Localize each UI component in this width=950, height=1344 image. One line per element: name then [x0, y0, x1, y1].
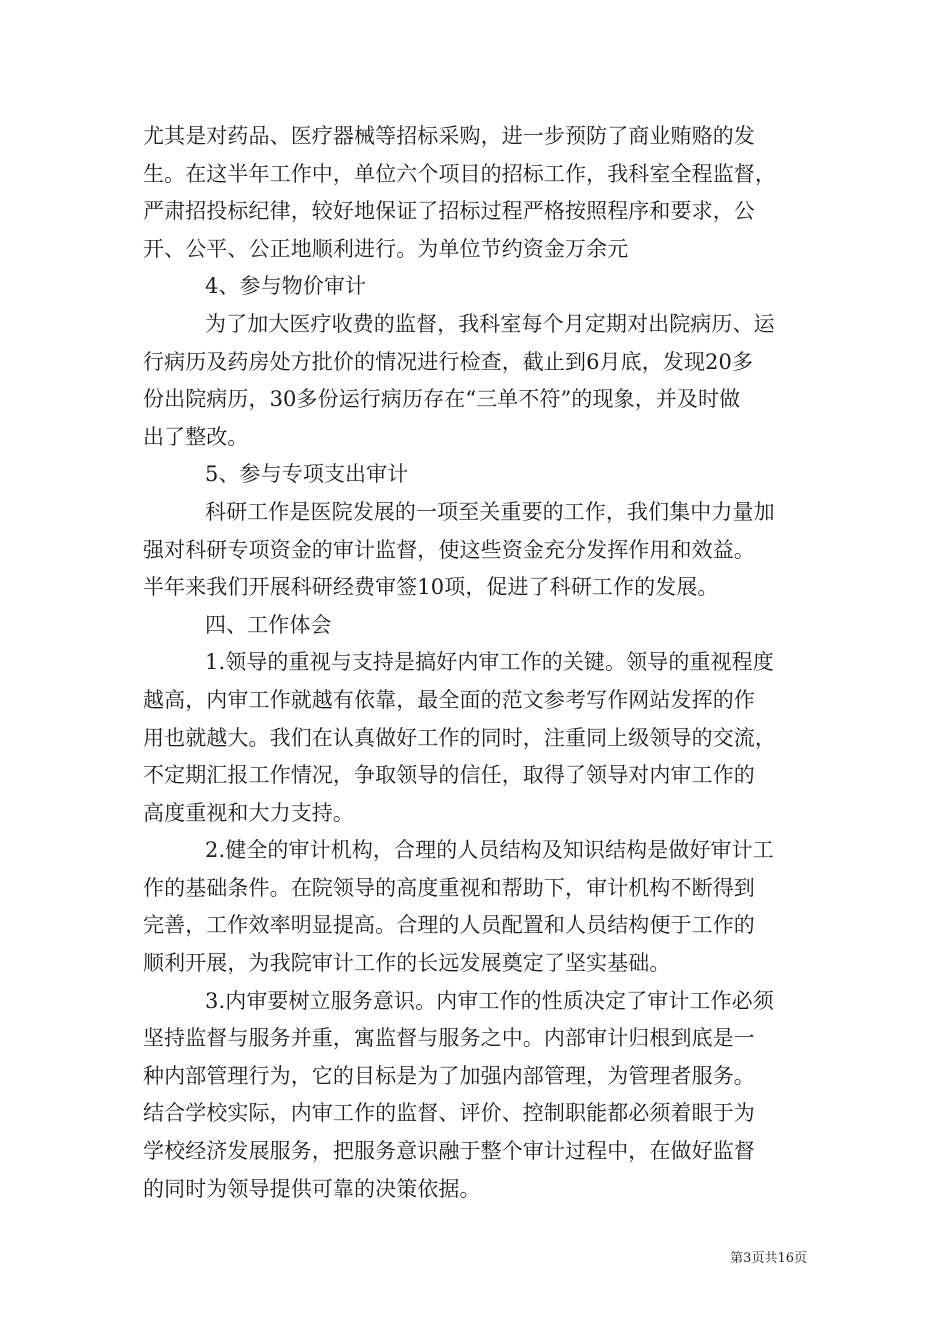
text-line: 严肃招投标纪律，较好地保证了招标过程严格按照程序和要求，公: [143, 199, 755, 224]
document-body: [143, 118, 811, 1208]
text-line: 越高，内审工作就越有依靠，最全面的范文参考写作网站发挥的作: [143, 687, 755, 712]
text-line: 半年来我们开展科研经费审签10项，促进了科研工作的发展。: [143, 575, 719, 600]
text-line: 作的基础条件。在院领导的高度重视和帮助下，审计机构不断得到: [143, 875, 755, 900]
text-line: 行病历及药房处方批价的情况进行检查，截止到6月底，发现20多: [143, 349, 754, 374]
section-heading: 四、工作体会: [205, 612, 332, 637]
text-line: 强对科研专项资金的审计监督，使这些资金充分发挥作用和效益。: [143, 537, 755, 562]
text-line: 1.领导的重视与支持是搞好内审工作的关键。领导的重视程度: [205, 650, 774, 675]
text-line: 顺利开展，为我院审计工作的长远发展奠定了坚实基础。: [143, 951, 671, 976]
section-heading: 4、参与物价审计: [205, 274, 367, 299]
text-line: 的同时为领导提供可靠的决策依据。: [143, 1176, 481, 1201]
text-line: 坚持监督与服务并重，寓监督与服务之中。内部审计归根到底是一: [143, 1026, 755, 1051]
text-line: 学校经济发展服务，把服务意识融于整个审计过程中，在做好监督: [143, 1139, 755, 1164]
text-line: 用也就越大。我们在认真做好工作的同时，注重同上级领导的交流，: [143, 725, 776, 750]
page-number: 第3页共16页: [730, 1251, 807, 1266]
text-line: 3.内审要树立服务意识。内审工作的性质决定了审计工作必须: [205, 988, 774, 1013]
text-line: 科研工作是医院发展的一项至关重要的工作，我们集中力量加: [205, 499, 775, 524]
text-line: 为了加大医疗收费的监督，我科室每个月定期对出院病历、运: [205, 311, 775, 336]
text-line: 份出院病历，30多份运行病历存在“三单不符”的现象，并及时做: [143, 387, 741, 412]
text-line: 完善，工作效率明显提高。合理的人员配置和人员结构便于工作的: [143, 913, 755, 938]
text-line: 2.健全的审计机构，合理的人员结构及知识结构是做好审计工: [205, 838, 774, 863]
section-heading: 5、参与专项支出审计: [205, 462, 409, 487]
text-line: 生。在这半年工作中，单位六个项目的招标工作，我科室全程监督，: [143, 161, 776, 186]
text-line: 结合学校实际，内审工作的监督、评价、控制职能都必须着眼于为: [143, 1101, 755, 1126]
text-line: 种内部管理行为，它的目标是为了加强内部管理，为管理者服务。: [143, 1063, 755, 1088]
text-line: 高度重视和大力支持。: [143, 800, 354, 825]
text-line: 不定期汇报工作情况，争取领导的信任，取得了领导对内审工作的: [143, 763, 755, 788]
text-line: 尤其是对药品、医疗器械等招标采购，进一步预防了商业贿赂的发: [143, 124, 755, 148]
text-line: 出了整改。: [143, 424, 249, 449]
text-line: 开、公平、公正地顺利进行。为单位节约资金万余元: [143, 236, 629, 261]
